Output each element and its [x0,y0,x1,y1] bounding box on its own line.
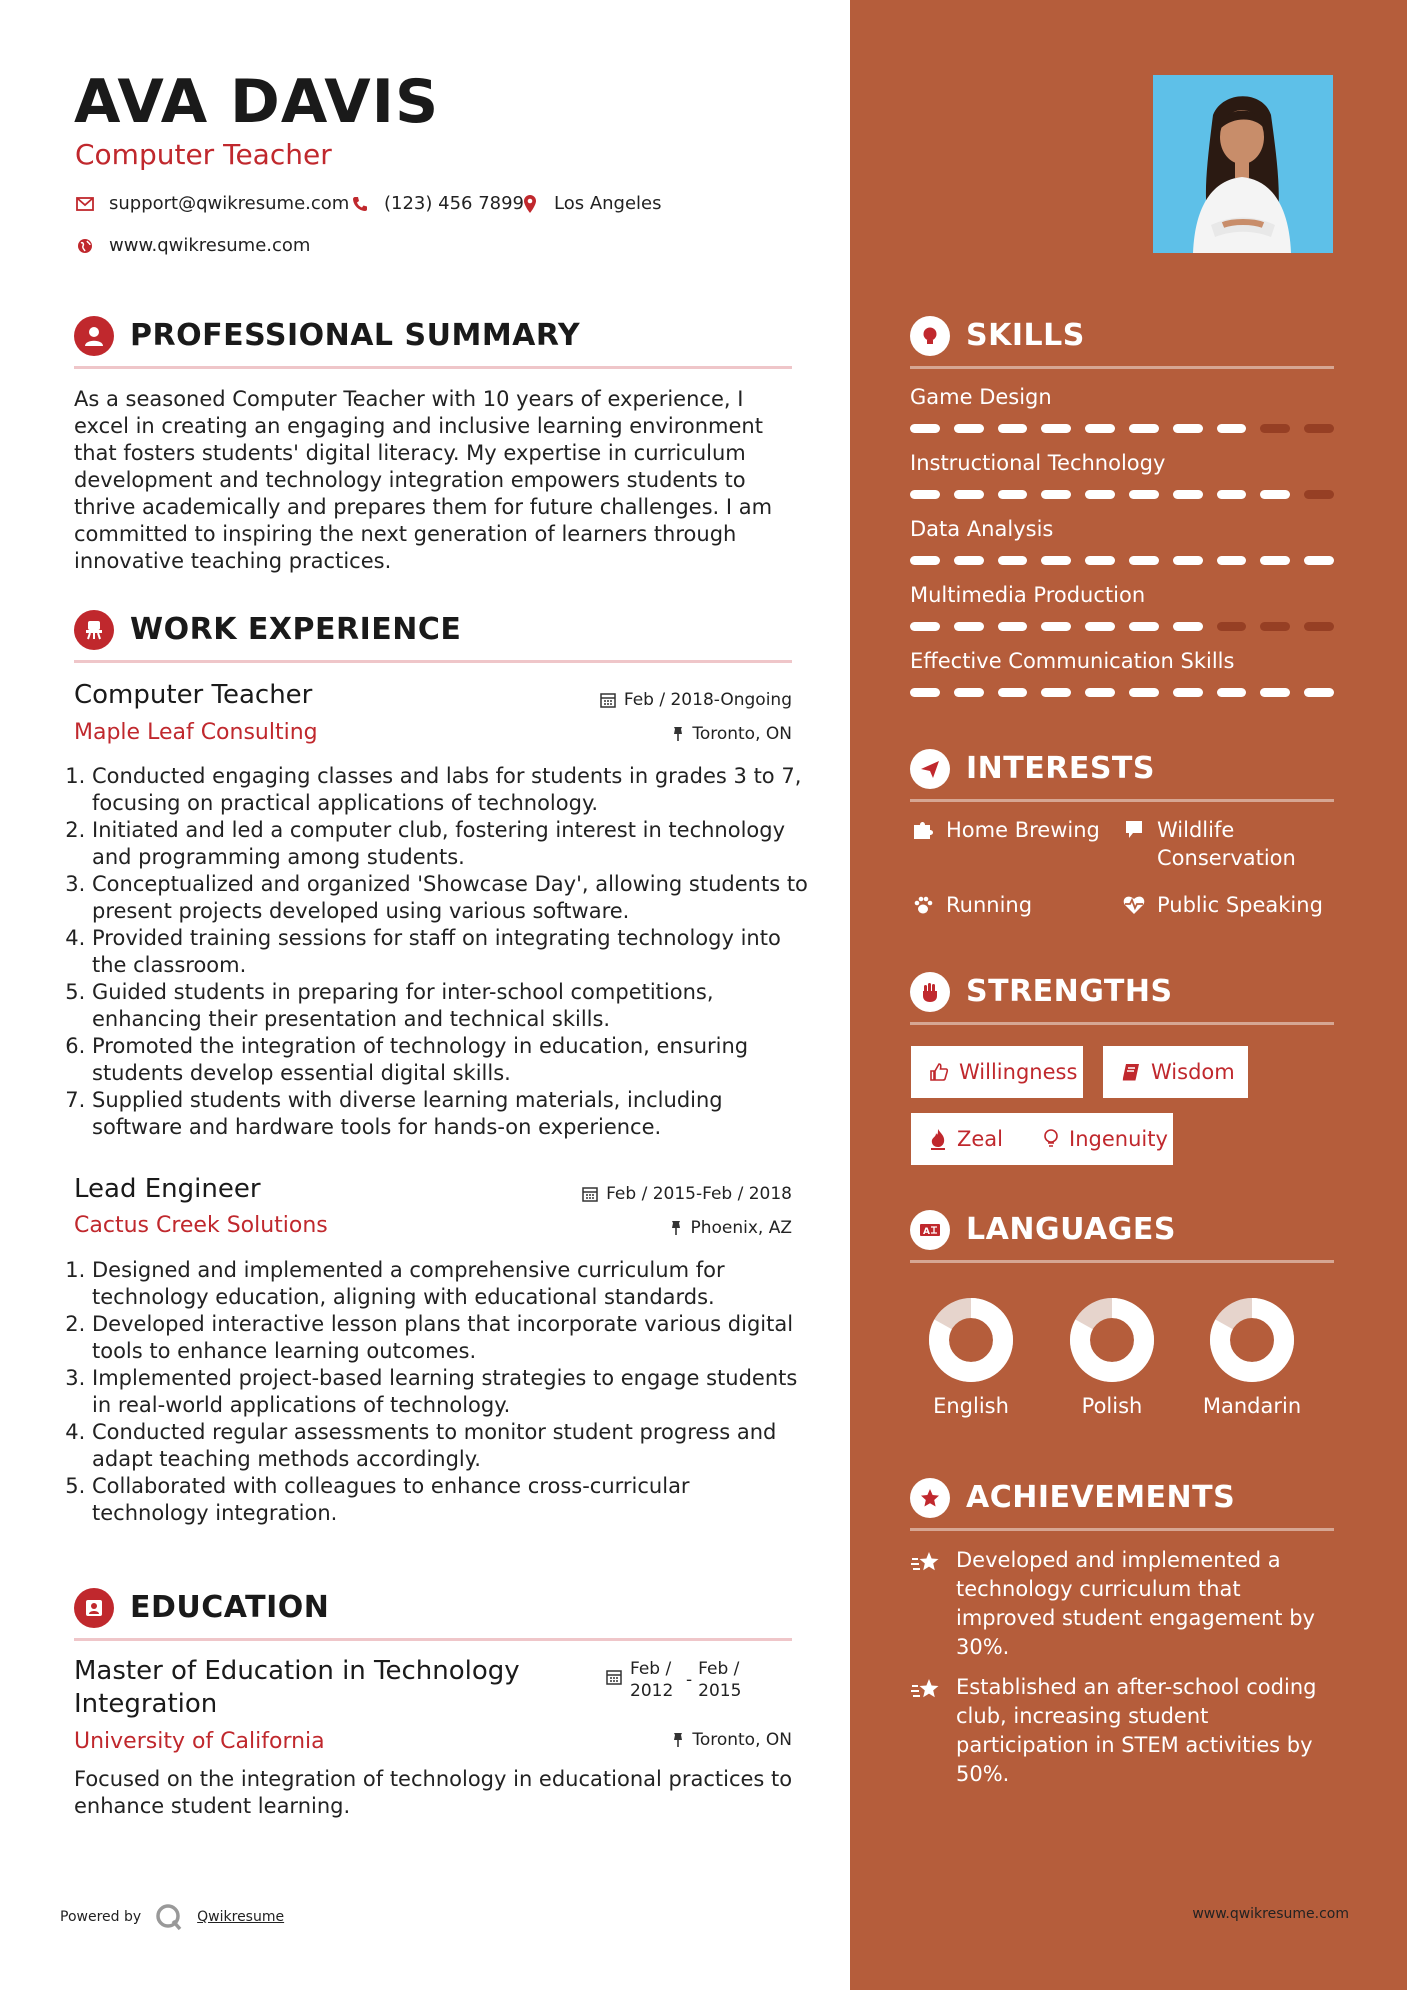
skill-segment [954,622,984,631]
school-location-text: Toronto, ON [692,1730,792,1750]
skill-name: Multimedia Production [910,583,1146,607]
strength-badge [1103,1046,1248,1098]
chair-icon [74,610,114,650]
achievements-title: ACHIEVEMENTS [966,1480,1236,1515]
summary-title: PROFESSIONAL SUMMARY [130,318,581,353]
contact-email[interactable] [75,193,349,214]
interest-label: Conservation [1157,846,1296,870]
languages-heading [910,1204,1334,1263]
strength-label: Wisdom [1151,1060,1235,1084]
degree-line: Integration [74,1689,218,1719]
skill-segment [1260,622,1290,631]
candidate-title: Computer Teacher [75,138,332,171]
strength-label: Zeal [957,1127,1004,1151]
skill-segment [954,688,984,697]
skill-segment [910,490,940,499]
interest-label: Running [946,893,1033,917]
school-name: University of California [74,1729,325,1754]
interest-label: Public Speaking [1157,893,1323,917]
pin-icon [670,1220,682,1236]
envelope-icon [75,194,95,214]
job-dates-text: Feb / 2018-Ongoing [623,690,792,710]
hand-icon [910,972,950,1012]
skill-segment [954,424,984,433]
interest-item [1121,816,1296,872]
interest-item [910,816,1100,844]
achievement-line: Developed and implemented a [956,1548,1281,1572]
achievement-line: 30%. [956,1635,1010,1659]
language-donut [1208,1296,1296,1384]
skill-segment [954,490,984,499]
contact-location [520,193,662,214]
skill-segment [1041,622,1071,631]
degree-title [74,1655,520,1721]
skill-segment [998,556,1028,565]
language-donut [927,1296,1015,1384]
skill-segment [998,490,1028,499]
summary-text: As a seasoned Computer Teacher with 10 years of experience, I excel in creating an engaging and inclusive learning environment that fosters students' digital literacy. My expertise in curriculum development and technology integration empowers students to thrive academically and prepares them for future challenges. I am committed to inspiring the next generation of learners through innovative teaching practices. [74,387,773,573]
paw-icon [910,891,936,916]
flag-icon [1121,816,1147,841]
achievement-item [910,1673,1334,1789]
education-description: Focused on the integration of technology in educational practices to enhance student learning. [74,1767,793,1818]
website-text: www.qwikresume.com [109,235,311,256]
contact-phone[interactable] [350,193,524,214]
skill-level-bar [910,556,1334,566]
map-marker-icon [520,194,540,214]
skill-name: Data Analysis [910,517,1054,541]
skill-segment [1129,424,1159,433]
footer-website[interactable]: www.qwikresume.com [1192,1906,1349,1922]
skill-segment [910,688,940,697]
email-text: support@qwikresume.com [109,193,350,214]
skill-segment [1129,622,1159,631]
skills-heading [910,310,1334,369]
footer-powered [60,1903,284,1931]
skill-segment [998,688,1028,697]
language-icon [910,1210,950,1250]
lightbulb-icon [910,316,950,356]
job-location-text: Toronto, ON [692,724,792,744]
skill-segment [1129,688,1159,697]
interest-label: Home Brewing [946,818,1100,842]
education-start [630,1658,682,1702]
achievement-line: technology curriculum that [956,1577,1241,1601]
education-end [698,1658,750,1702]
school-location [672,1730,792,1750]
calendar-icon [606,1669,622,1691]
interest-item [1121,891,1323,919]
list-item: 3. Conceptualized and organized 'Showcase Day', allowing students to present projects developed using various software. [92,871,812,925]
achievements-heading [910,1472,1334,1531]
thumbs-up-icon [929,1062,949,1082]
achievement-line: improved student engagement by [956,1606,1315,1630]
list-item: 2. Developed interactive lesson plans that incorporate various digital tools to enhance learning outcomes. [92,1311,812,1365]
date-separator: - [686,1670,693,1690]
skill-segment [1129,556,1159,565]
language-donut [1068,1296,1156,1384]
achievement-line: participation in STEM activities by [956,1733,1313,1757]
achievement-item [910,1546,1334,1662]
list-item: 5. Guided students in preparing for inter-school competitions, enhancing their presentation and technical skills. [92,979,812,1033]
strength-badge [911,1046,1083,1098]
skill-segment [1304,688,1334,697]
education-heading [74,1582,792,1641]
paper-plane-icon [910,749,950,789]
start-month: Feb / [630,1659,672,1679]
fire-icon [929,1128,947,1150]
star-icon [910,1546,946,1662]
skill-segment [910,424,940,433]
experience-title: WORK EXPERIENCE [130,612,462,647]
skill-level-bar [910,424,1334,434]
list-item: 1. Conducted engaging classes and labs for students in grades 3 to 7, focusing on practical applications of technology. [92,763,812,817]
job-location [670,1218,792,1238]
job-bullets [74,763,812,1141]
list-item: 3. Implemented project-based learning strategies to engage students in real-world applications of technology. [92,1365,812,1419]
powered-by-label: Powered by [60,1909,142,1925]
interests-heading [910,743,1334,802]
skill-segment [1085,490,1115,499]
education-dates [606,1658,750,1702]
skill-level-bar [910,490,1334,500]
skill-segment [1173,622,1203,631]
experience-heading [74,604,792,663]
interest-label: Wildlife [1157,818,1235,842]
interest-item [910,891,1032,919]
skill-segment [1304,490,1334,499]
strengths-title: STRENGTHS [966,974,1173,1009]
skill-segment [1041,688,1071,697]
location-text: Los Angeles [554,193,662,214]
summary-heading [74,310,792,369]
job-company: Maple Leaf Consulting [74,720,318,745]
pin-icon [672,726,684,742]
strength-badge [911,1113,1025,1165]
achievement-line: club, increasing student [956,1704,1209,1728]
skill-segment [1260,490,1290,499]
job-location [672,724,792,744]
skill-level-bar [910,622,1334,632]
pin-icon [672,1732,684,1748]
skill-segment [1304,556,1334,565]
list-item: 4. Provided training sessions for staff on integrating technology into the classroom. [92,925,812,979]
skill-segment [1304,622,1334,631]
strengths-heading [910,966,1334,1025]
skill-segment [1085,424,1115,433]
heartbeat-icon [1121,891,1147,916]
start-year: 2012 [630,1681,674,1701]
end-month: Feb / [698,1659,740,1679]
skill-segment [1085,556,1115,565]
skill-segment [1085,688,1115,697]
skill-segment [998,424,1028,433]
language-name: Polish [1081,1394,1143,1418]
phone-icon [350,194,370,214]
skill-segment [1173,688,1203,697]
language-name: English [933,1394,1009,1418]
skill-segment [1041,556,1071,565]
globe-icon [75,236,95,256]
skill-segment [1260,688,1290,697]
star-icon [910,1673,946,1789]
brand-link[interactable]: Qwikresume [197,1909,285,1925]
skill-segment [1260,556,1290,565]
language-name: Mandarin [1202,1394,1302,1418]
language-item [1057,1296,1167,1418]
calendar-icon [582,1186,598,1202]
strength-label: Ingenuity [1069,1127,1168,1151]
skill-segment [1085,622,1115,631]
skill-segment [1304,424,1334,433]
skill-segment [998,622,1028,631]
puzzle-icon [910,816,936,841]
job-company: Cactus Creek Solutions [74,1213,328,1238]
skill-segment [1217,490,1247,499]
calendar-icon [600,692,616,708]
skill-segment [1173,490,1203,499]
skill-name: Game Design [910,385,1052,409]
job-dates [582,1184,792,1204]
book-icon [1121,1062,1141,1082]
skill-segment [1217,622,1247,631]
qwikresume-logo-icon [155,1903,183,1931]
skill-segment [1217,424,1247,433]
skill-segment [1041,424,1071,433]
education-title: EDUCATION [130,1590,330,1625]
skill-segment [1217,688,1247,697]
job-location-text: Phoenix, AZ [690,1218,792,1238]
graduation-icon [74,1588,114,1628]
language-item [916,1296,1026,1418]
candidate-name: AVA DAVIS [74,67,440,137]
language-item [1197,1296,1307,1418]
job-bullets [74,1257,812,1527]
degree-line: Master of Education in Technology [74,1656,520,1686]
svg-text:A: A [923,1227,930,1237]
list-item: 5. Collaborated with colleagues to enhance cross-curricular technology integration. [92,1473,812,1527]
skill-level-bar [910,688,1334,698]
lightbulb-icon [1043,1129,1059,1149]
achievement-line: Established an after-school coding [956,1675,1317,1699]
job-title: Lead Engineer [74,1174,261,1204]
skill-segment [1260,424,1290,433]
job-title: Computer Teacher [74,680,313,710]
interests-title: INTERESTS [966,751,1155,786]
skill-segment [1129,490,1159,499]
skill-segment [1041,490,1071,499]
job-dates [600,690,792,710]
skill-segment [1173,556,1203,565]
star-icon [910,1478,950,1518]
skill-name: Effective Communication Skills [910,649,1235,673]
languages-title: LANGUAGES [966,1212,1176,1247]
profile-photo [1153,75,1333,253]
list-item: 7. Supplied students with diverse learning materials, including software and hardware tools for hands-on experience. [92,1087,812,1141]
user-icon [74,316,114,356]
contact-website[interactable] [75,235,310,256]
job-dates-text: Feb / 2015-Feb / 2018 [606,1184,792,1204]
skill-segment [1217,556,1247,565]
strength-label: Willingness [959,1060,1078,1084]
strength-badge [1025,1113,1173,1165]
list-item: 4. Conducted regular assessments to monitor student progress and adapt teaching methods accordingly. [92,1419,812,1473]
list-item: 1. Designed and implemented a comprehensive curriculum for technology education, aligning with educational standards. [92,1257,812,1311]
list-item: 6. Promoted the integration of technology in education, ensuring students develop essential digital skills. [92,1033,812,1087]
skill-segment [954,556,984,565]
skill-segment [1173,424,1203,433]
skill-segment [910,622,940,631]
achievement-line: 50%. [956,1762,1010,1786]
list-item: 2. Initiated and led a computer club, fostering interest in technology and programming among students. [92,817,812,871]
skills-title: SKILLS [966,318,1085,353]
phone-text: (123) 456 7899 [384,193,525,214]
skill-name: Instructional Technology [910,451,1166,475]
end-year: 2015 [698,1681,742,1701]
skill-segment [910,556,940,565]
